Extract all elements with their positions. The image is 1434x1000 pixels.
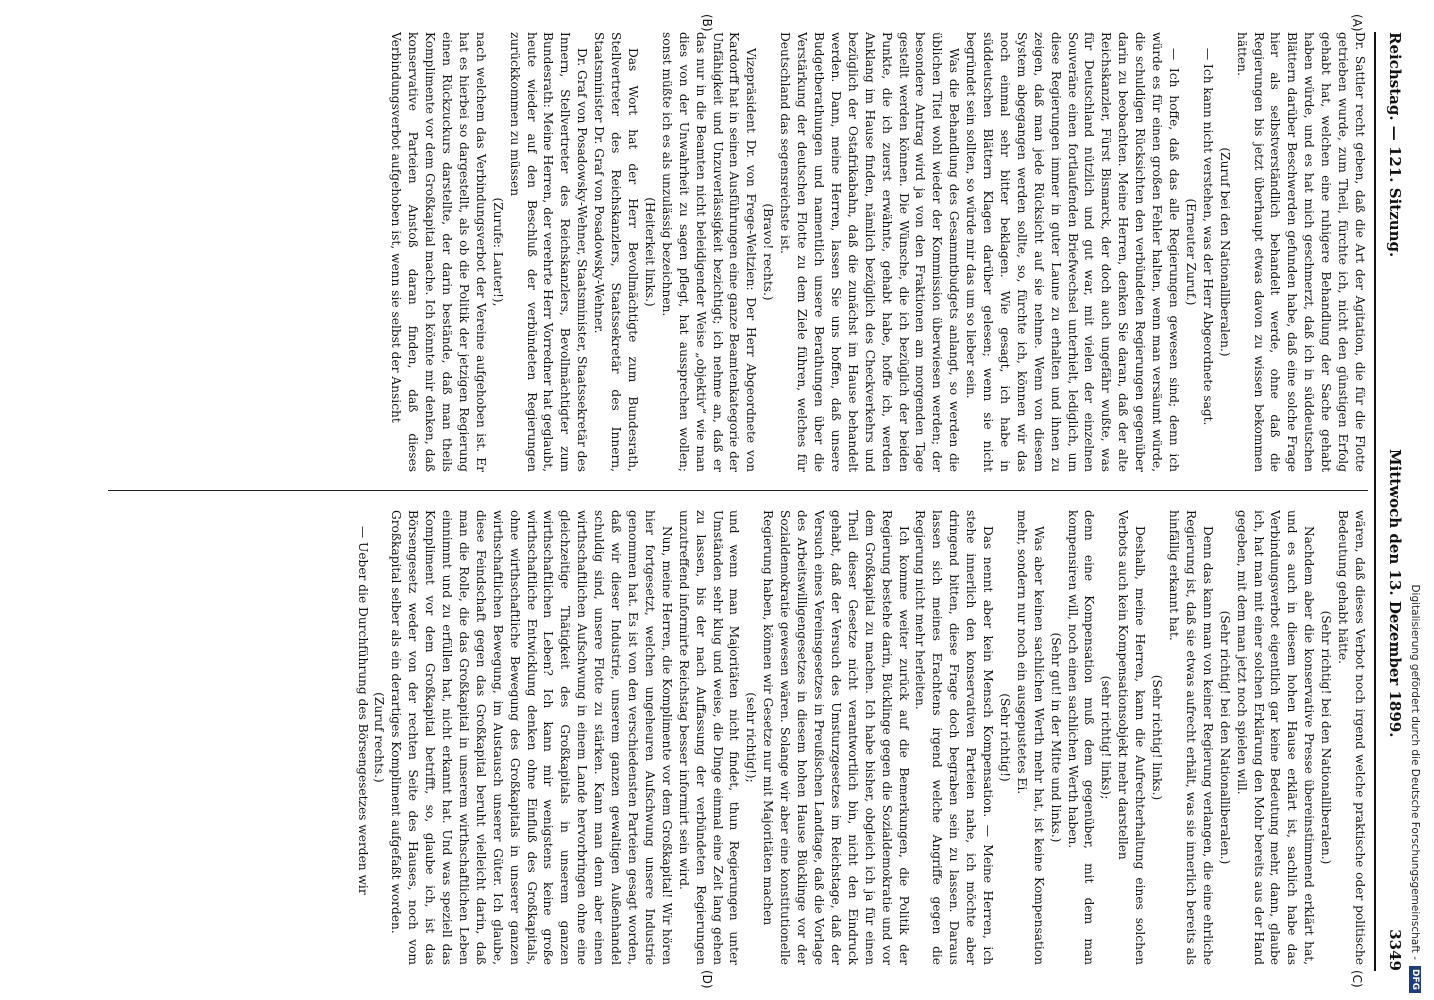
column-divider (108, 490, 1368, 491)
margin-marker-a: (A) (1350, 14, 1364, 32)
right-column (108, 510, 1368, 965)
paragraph: Nachdem aber die konservative Presse übereinstimmend erklärt hat, und es auch in diesem hohen Hause erklärt ist, sachlich habe das Verbindungsverbot eigentlich gar keine Bedeutung mehr, dann, glaube ich, hat man mit einer solchen Erklärung den Mohr bereits aus der Hand gegeben, mit dem man jetzt noch spielen will. (1234, 510, 1317, 965)
paragraph: nach welchem das Verbindungsverbot der Vereine aufgehoben ist. Er hat es hierbei so dargestellt, als ob die Politik der jetzigen Regierung einen Rückzuckurs darstellte, der darin bestände, daß man theils Komplimente vor dem Großkapital mache. Ich könnte mir denken, daß konservative Parteien Anstoß daran finden, daß dieses Verbindungsverbot aufgehoben ist, wenn sie selbst der Ansicht (389, 32, 488, 472)
speaker-paragraph: Dr. Graf von Posadowsky-Wehner, Staatsminister, Staatssekretär des Innern, Stellvertreter des Reichskanzlers, Bevollmächtigter zum Bundesrath: Meine Herren, der verehrte Herr Vorredner hat geglaubt, heute wieder auf den Beschluß der verbündeten Regierungen zurückkommen zu müssen (507, 32, 590, 472)
interjection: (sehr richtig! links); (1099, 675, 1114, 800)
paragraph: Dr. Sattler recht geben, daß die Art der Agitation, die für die Flotte getrieben wurde, zum Theil, fürchte ich, nicht den günstigen Erfolg gehabt hat, welchen eine ruhigere Behandlung der Sache gehabt haben würde, und es hat mich geschmerzt, daß ich in süddeutschen Blättern darüber Beschwerden gefunden habe, daß eine solche Frage hier als selbstverständlich behandelt werde, ohne daß die Regierungen bis jetzt überhaupt etwas davon zu wissen bekommen hätten. (1234, 32, 1367, 472)
dfg-logo: DFG (1409, 966, 1421, 993)
paragraph: — Ich hoffe, daß das alle Regierungen gewesen sind; denn ich würde es für einen großen Fehler halten, wenn man versäumt würde, die schuldigen Rücksichten den verbündeten Regierungen gegenüber darin zu beobachten. Meine Herren, denken Sie daran, daß der alte Reichskanzler, Fürst Bismarck, der doch auch ungefähr wußte, was für Deutschland nützlich und gut war, mit vielen der einzelnen Souveräne einen fortlaufenden Briefwechsel unterhielt, lediglich, um diese Regierungen immer in guter Laune zu erhalten und ihnen zu zeigen, daß man jede Rücksicht auf sie nehme. Wenn von diesem System abgegangen werden sollte, so, fürchte ich, können wir das noch einmal sehr bitter beklagen. Wie gesagt, ich habe in süddeutschen Blättern Klagen darüber gelesen; wenn sie nicht begründet sein sollten, so würde mir das um so lieber sein. (964, 32, 1182, 472)
paragraph: Ich komme weiter zurück auf die Bemerkungen, die Politik der Regierung bestehe darin, Bücklinge gegen die Sozialdemokratie und vor dem Großkapital zu machen. Ich habe bisher, obgleich ich ja für einen Theil dieser Gesetze nicht verantwortlich bin, nicht den Eindruck gehabt, daß der Versuch des Umsturzgesetzes im Reichstage, daß der Versuch eines Vereinsgesetzes in Preußischen Landtage, daß die Vorlage des Arbeitswilligengesetzes in diesem hohen Hause Bücklinge vor der Sozialdemokratie gewesen wären. Solange wir aber eine konstitutionelle Regierung haben, können wir Gesetze nur mit Majoritäten machen (761, 510, 911, 965)
paragraph: — Ueber die Durchführung des Börsengesetzes werden wir (355, 526, 370, 895)
header-rule (1374, 32, 1376, 971)
interjection: (Erneuter Zuruf.) (1183, 198, 1198, 306)
paragraph: wären, daß dieses Verbot noch irgend welche praktische oder politische Bedeutung gehabt hätte. (1336, 510, 1367, 965)
paragraph: und wenn man Majoritäten nicht findet, thun Regierungen unter Umständen sehr klug und weise, die Dinge einmal eine Zeit lang gehen zu lassen, bis der nach Auffassung der verbündeten Regierungen unzutreffend informirte Reichstag besser informirt sein wird. (676, 510, 742, 965)
paragraph: Nun, meine Herren, die Komplimente vor dem Großkapital! Wir hören hier fortgesetzt, welchen ungeheuren Aufschwung unsere Industrie genommen hat. Es ist von den verschiedensten Parteien gesagt worden, daß wir dieser Industrie, unserem ganzen gewaltigen Außenhandel schuldig sind, unsere Flotte zu stärken. Kann man denn aber einen wirthschaftlichen Aufschwung in einem Lande hervorbringen ohne eine gleichzeitige Thätigkeit des Großkapitals in unserem ganzen wirthschaftlichen Leben? Ich kann mir wenigstens keine große wirthschaftliche Entwicklung denken ohne Einfluß des Großkapitals, ohne wirthschaftliche Bewegung des Großkapitals in unserer ganzen wirthschaftlichen Bewegung, im Austausch unserer Güter. Ich glaube, diese Feindschaft gegen das Großkapital beruht vielleicht darin, daß man die Rolle, die das Großkapital in unserem wirthschaftlichen Leben einnimmt und zu erfüllen hat, nicht erkannt hat. Und was speziell das Kompliment vor dem Großkapital betrifft, so, glaube ich, ist das Börsengesetz weder von der rechten Seite des Hauses, noch vom Großkapital selber als ein derartiges Kompliment aufgefaßt worden. (389, 510, 674, 965)
digitization-credit (1403, 8, 1427, 993)
header-date: Mittwoch den 13. Dezember 1899. (1386, 449, 1404, 738)
speaker-paragraph: Vizepräsident Dr. von Frege-Weltzien: Der Herr Abgeordnete von Kardorff hat in seinen Ausführungen eine ganze Beamtenkategorie der Unfähigkeit und Unzuverlässigkeit bezichtigt; ich nehme an, daß er das nur in die Beamten nicht beleidigender Weise „objektiv“ wie man dies von der Unwahrheit zu sagen pflegt, hat aussprechen wollen; sonst müßte ich es als unzulässig bezeichnen. (659, 32, 759, 472)
interjection: (Zurufe: Lauter!), (490, 197, 505, 307)
interjection: (Sehr gut! in der Mitte und links.) (1048, 632, 1063, 843)
interjection: (Bravo! rechts.) (761, 203, 776, 301)
paragraph: Was die Behandlung des Gesammtbudgets anlangt, so werden die üblichen Titel wohl wieder der Kommission überwiesen werden; der besondere Antrag wird ja von den Fraktionen am morgenden Tage gestellt werden können. Die Wünsche, die ich bezüglich der beiden Punkte, die ich zuerst erwähnte, gehabt habe, hoffe ich, werden Anklang im Hause finden, nämlich bezüglich des Checkverkehrs und bezüglich der Ostafrikabahn, daß die zunächst im Hause behandelt werden. Dann, meine Herren, lassen Sie uns hoffen, daß unsere Budgetberathungen und namentlich unsere Berathungen über die Verstärkung der deutschen Flotte zu dem Ziele führen, welches für Deutschland das segensreichste ist. (778, 32, 962, 472)
header-page-number: 3349 (1386, 929, 1404, 971)
margin-marker-c: (C) (1350, 970, 1364, 988)
paragraph: Das nennt aber kein Mensch Kompensation. — Meine Herren, ich stehe innerlich den konservativen Parteien nahe, ich möchte aber dringend bitten, diese Frage doch begraben sein zu lassen. Daraus lassen sich meines Erachtens irgend welche Angriffe gegen die Regierung nicht mehr herleiten. (913, 510, 996, 965)
paragraph: denn eine Kompensation muß dem gegenüber, mit dem man kompensiren will, noch einen sachlichen Werth haben. (1065, 510, 1097, 965)
interjection: (Sehr richtig! links.) (1150, 674, 1165, 801)
interjection: (Sehr richtig! bei den Nationalliberalen.) (1319, 610, 1334, 865)
margin-marker-d: (D) (700, 970, 714, 989)
margin-marker-b: (B) (700, 14, 714, 32)
interjection: (Sehr richtig!) (997, 693, 1012, 782)
paragraph: Deshalb, meine Herren, kann die Aufrechterhaltung eines solchen Verbots auch kein Kompensationsobjekt mehr darstellen (1116, 510, 1148, 965)
paragraph: — Ich kann nicht verstehen, was der Herr Abgeordnete sagt. (1200, 48, 1215, 426)
interjection: (Sehr richtig! bei den Nationalliberalen.) (1217, 610, 1232, 865)
interjection: (Zuruf bei den Nationalliberalen.) (1217, 147, 1232, 357)
interjection: (Heiterkeit links.) (642, 197, 657, 307)
header-session: Reichstag. — 121. Sitzung. (1386, 32, 1404, 258)
paragraph: Das Wort hat der Herr Bevollmächtigte zum Bundesrath, Stellvertreter des Reichskanzlers, Staatssekretär des Innern, Staatsminister Dr. Graf von Posadowsky-Wehner. (592, 32, 641, 472)
interjection: (Zuruf rechts.) (372, 692, 387, 783)
paragraph: Was aber keinen sachlichen Werth mehr hat, ist keine Kompensation mehr, sondern nur noch ein ausgepustetes Ei. (1014, 510, 1046, 965)
paragraph: Denn das kann man von keiner Regierung verlangen, die eine ehrliche Regierung ist, daß sie etwas aufrecht erhält, was sie innerlich bereits als hinfällig erkannt hat. (1167, 510, 1215, 965)
rotated-document-page (82, 12, 1412, 987)
credit-text: Digitalisierung gefördert durch die Deutsche Forschungsgemeinschaft - (1409, 584, 1421, 960)
left-column (108, 32, 1368, 472)
interjection: (sehr richtig!); (744, 692, 759, 783)
